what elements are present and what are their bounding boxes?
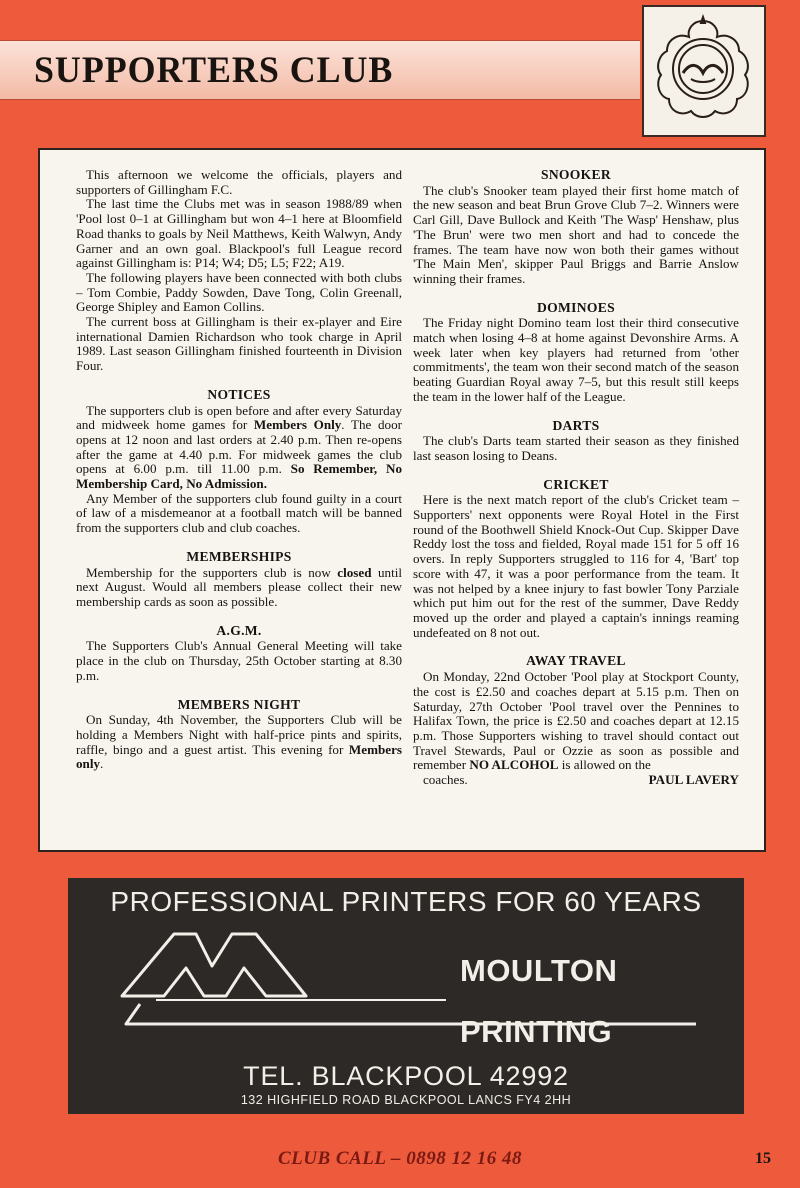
notices-heading: NOTICES	[207, 386, 271, 402]
intro-paragraph: The current boss at Gillingham is their ex-player and Eire international Damien Richardson who took charge in April 1989. Last season Gillingham finished fourteenth in Division Four.	[76, 314, 402, 374]
bold-run: So Remember, No Membership Card, No Admission.	[76, 461, 402, 492]
notices-paragraph: Any Member of the supporters club found guilty in a court of law of a misdemeanor at a football match will be banned from the supporters club and club coaches.	[76, 490, 402, 536]
title-band	[0, 40, 640, 100]
left-column	[76, 168, 402, 772]
dominoes-heading: DOMINOES	[537, 299, 615, 315]
club-call-line: CLUB CALL – 0898 12 16 48	[277, 1148, 523, 1169]
tudor-rose-seagull-badge-icon	[647, 13, 759, 125]
club-badge	[642, 5, 766, 137]
page-number: 15	[755, 1150, 771, 1167]
intro-paragraph: The last time the Clubs met was in season 1988/89 when 'Pool lost 0–1 at Gillingham but won 4–1 here at Bloomfield Road thanks to goals by Neil Matthews, Keith Walwyn, Andy Garner and an own goal. Blackpool's full League record against Gillingham is: P14; W4; D5; L5; F22; A19.	[76, 196, 402, 271]
author-signature: PAUL LAVERY	[648, 772, 739, 788]
agm-heading: A.G.M.	[216, 622, 262, 638]
bold-run: NO ALCOHOL	[469, 757, 559, 773]
notices-paragraph	[76, 404, 402, 492]
text-run: On Sunday, 4th November, the Supporters Club will be holding a Members Night with half-price pints and spirits, raffle, bingo and a guest artist. This evening for	[76, 712, 402, 757]
members-night-paragraph	[76, 713, 402, 772]
cricket-paragraph: Here is the next match report of the club's Cricket team – Supporters' next opponents were Royal Hotel in the First round of the Boothwell Shield Knock-Out Cup. Skipper Dave Reddy lost the toss and fielded, Royal made 151 for 5 off 16 overs. In reply Supporters struggled to 116 for 4, 'Bart' top score with 47, it was a poor performance from the team. It was not helped by a knee injury to fast bowler Tony Parziale which put him out for the rest of the summer, Dave Reddy moved up the order and played a captain's innings reaming undefeated on 8 not out.	[413, 492, 739, 640]
right-column	[413, 168, 739, 788]
text-run: On Monday, 22nd October 'Pool play at Stockport County, the cost is £2.50 and coaches depart at 5.15 p.m. Then on Saturday, 27th October 'Pool travel over the Pennines to Halifax Town, the price is £2.50 and coaches depart at 12.15 p.m. Those Supporters wishing to travel should contact out Travel Stewards, Paul or Ozzie as soon as possible and remember	[413, 669, 739, 773]
bold-run: Members only	[76, 741, 402, 772]
snooker-heading: SNOOKER	[540, 167, 612, 182]
bold-run: Members Only	[253, 417, 342, 433]
text-run: The supporters club is open before and after every Saturday and midweek home games for	[76, 402, 402, 433]
text-run: coaches.	[423, 772, 468, 788]
darts-paragraph: The club's Darts team started their season as they finished last season losing to Deans.	[413, 433, 739, 463]
advert-phone: TEL. BLACKPOOL 42992	[243, 1061, 569, 1091]
text-run: Membership for the supporters club is now	[86, 564, 338, 580]
advert-address: 132 HIGHFIELD ROAD BLACKPOOL LANCS FY4 2HH	[240, 1093, 572, 1107]
memberships-paragraph	[76, 566, 402, 610]
members-night-heading: MEMBERS NIGHT	[177, 696, 301, 712]
intro-paragraph: This afternoon we welcome the officials, players and supporters of Gillingham F.C.	[76, 167, 402, 197]
text-run: . The door opens at 12 noon and last orders at 2.40 p.m. Then re-opens after the game at 4.40 p.m. For midweek games the club opens at 6.00 p.m. till 11.00 p.m.	[76, 417, 402, 477]
away-travel-paragraph	[413, 670, 739, 773]
intro-paragraph: The following players have been connected with both clubs – Tom Combie, Paddy Sowden, Dave Tong, Colin Greenall, George Shipley and Eamon Collins.	[76, 269, 402, 315]
text-run: .	[100, 756, 104, 772]
snooker-paragraph: The club's Snooker team played their first home match of the new season and beat Brun Grove Club 7–2. Winners were Carl Gill, Dave Bullock and Keith 'The Wasp' Henshaw, plus 'The Brun' were two men short and had to concede the frames. The team have now won both their games without 'The Main Men', skipper Paul Briggs and Barrie Anslow winning their frames.	[413, 182, 739, 286]
text-run: is allowed on the	[558, 757, 651, 773]
darts-heading: DARTS	[552, 417, 600, 433]
away-travel-signoff	[413, 773, 739, 788]
dominoes-paragraph: The Friday night Domino team lost their third consecutive match when losing 4–8 at home against Devonshire Arms. A week later when key players had returned from 'other commitments', the team won their second match of the season beating Guardian Royal away 7–5, but this result still keeps the team in the lower half of the League.	[413, 315, 739, 404]
memberships-heading: MEMBERSHIPS	[186, 548, 292, 564]
content-panel	[38, 148, 766, 852]
advert-company-name-2: PRINTING	[460, 1014, 613, 1049]
bold-run: closed	[337, 564, 372, 580]
agm-paragraph: The Supporters Club's Annual General Meeting will take place in the club on Thursday, 25th October starting at 8.30 p.m.	[76, 638, 402, 683]
page-title: SUPPORTERS CLUB	[34, 50, 394, 91]
printer-advert	[68, 878, 744, 1114]
cricket-heading: CRICKET	[543, 476, 609, 492]
away-travel-heading: AWAY TRAVEL	[526, 653, 626, 669]
text-run: until next August. Would all members please collect their new membership cards as soon as possible.	[76, 564, 402, 609]
advert-company-name-1: MOULTON	[460, 953, 618, 988]
advert-headline: PROFESSIONAL PRINTERS FOR 60 YEARS	[110, 886, 702, 917]
